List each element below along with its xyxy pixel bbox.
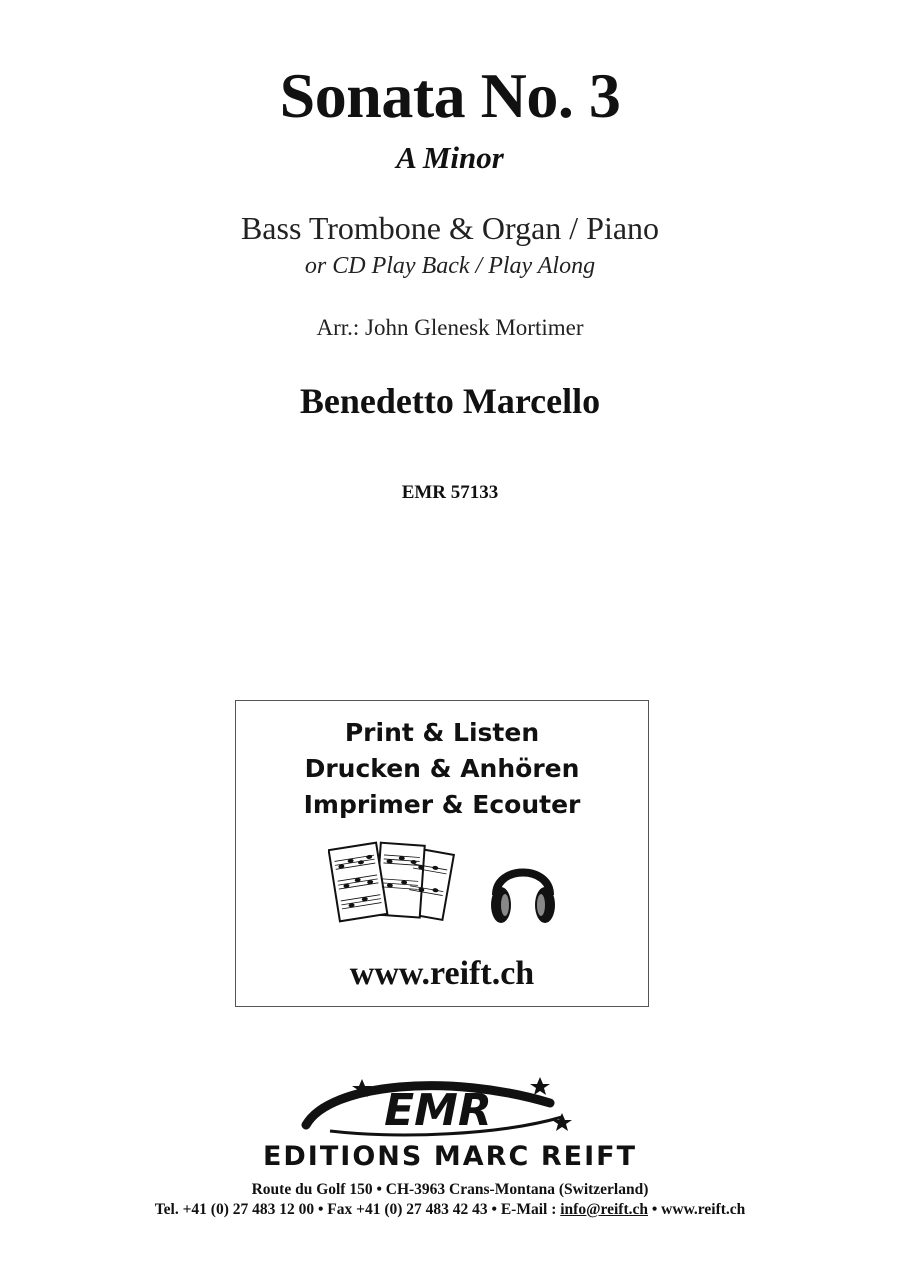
publisher-name-part2: MARC (433, 1141, 531, 1172)
emr-logo-text: EMR (384, 1085, 492, 1136)
promo-line-german: Drucken & Anhören (304, 754, 580, 783)
contact-prefix: Tel. +41 (0) 27 483 12 00 • Fax +41 (0) 27 483 42 43 • E-Mail : (154, 1201, 561, 1218)
publisher-name (0, 1138, 900, 1176)
page-title: Sonata No. 3 (279, 60, 621, 131)
promo-line-english: Print & Listen (344, 718, 540, 747)
publisher-name-part3: REIFT (540, 1141, 638, 1172)
print-listen-box (235, 700, 649, 1007)
publisher-address: Route du Golf 150 • CH-3963 Crans-Montana (Switzerland) (251, 1181, 649, 1198)
sheet-music-icon (328, 836, 456, 928)
emr-logo (300, 1073, 580, 1141)
contact-suffix: • www.reift.ch (648, 1201, 746, 1218)
publisher-contact (0, 1200, 900, 1220)
composer: Benedetto Marcello (299, 381, 601, 421)
promo-url: www.reift.ch (349, 955, 535, 992)
email-link[interactable]: info@reift.ch (560, 1201, 648, 1218)
publisher-name-part1: EDITIONS (262, 1141, 424, 1172)
catalog-number: EMR 57133 (401, 482, 499, 503)
promo-line-french: Imprimer & Ecouter (303, 790, 581, 819)
arranger: Arr.: John Glenesk Mortimer (316, 315, 584, 340)
alternative-accompaniment: or CD Play Back / Play Along (304, 253, 596, 279)
headphones-icon (486, 847, 560, 931)
instrumentation: Bass Trombone & Organ / Piano (240, 210, 660, 246)
key-subtitle: A Minor (396, 140, 504, 175)
